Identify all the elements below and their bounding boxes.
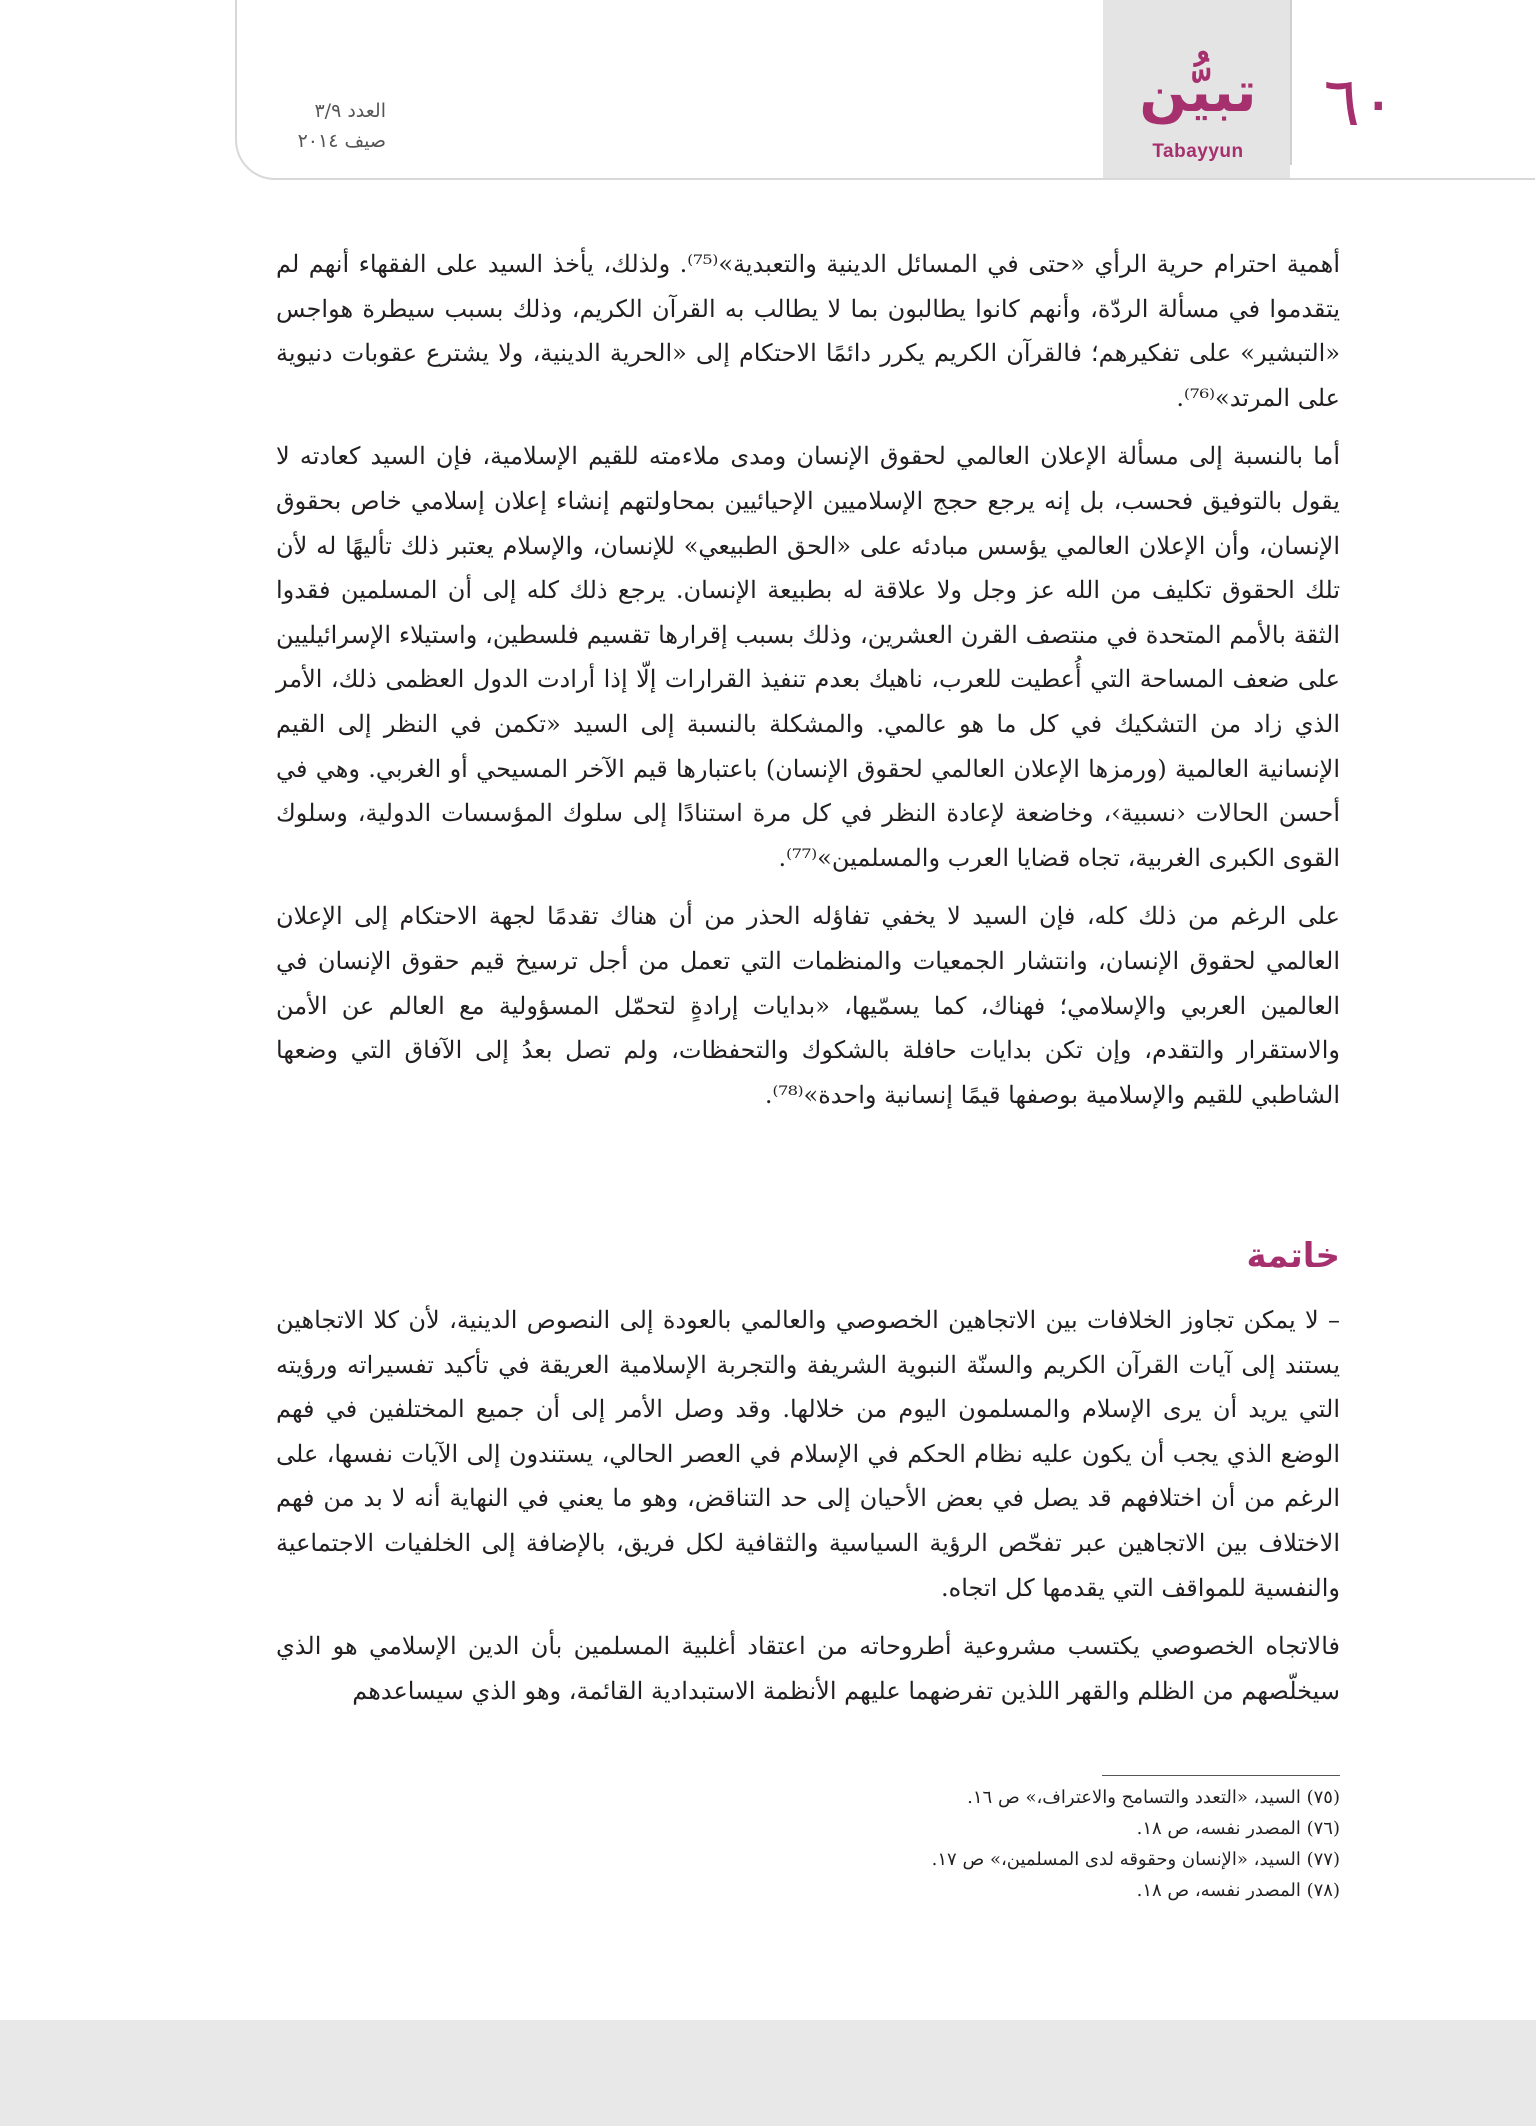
journal-logo-english: Tabayyun: [1152, 141, 1244, 162]
paragraph: أما بالنسبة إلى مسألة الإعلان العالمي لحقوق الإنسان ومدى ملاءمته للقيم الإسلامية، فإن السيد كعادته لا يقول بالتوفيق فحسب، بل إنه يرجع حجج الإسلاميين الإحيائيين بمحاولتهم إنشاء إعلان إسلامي خاص بحقوق الإنسان، وأن الإعلان العالمي يؤسس مبادئه على «الحق الطبيعي» للإنسان، والإسلام يعتبر ذلك تأليهًا له لأن تلك الحقوق تكليف من الله عز وجل ولا علاقة له بطبيعة الإنسان. يرجع ذلك كله إلى أن المسلمين فقدوا الثقة بالأمم المتحدة في منتصف القرن العشرين، وذلك بسبب إقرارها تقسيم فلسطين، واستيلاء الإسرائيليين على ضعف المساحة التي أُعطيت للعرب، ناهيك بعدم تنفيذ القرارات إلّا إذا أرادت الدول العظمى ذلك، الأمر الذي زاد من التشكيك في كل ما هو عالمي. والمشكلة بالنسبة إلى السيد «تكمن في النظر إلى القيم الإنسانية العالمية (ورمزها الإعلان العالمي لحقوق الإنسان) باعتبارها قيم الآخر المسيحي أو الغربي. وهي في أحسن الحالات ‹نسبية›، وخاضعة لإعادة النظر في كل مرة استنادًا إلى سلوك المؤسسات الدولية، وسلوك القوى الكبرى الغربية، تجاه قضايا العرب والمسلمين»⁽⁷⁷⁾.: [276, 442, 1341, 872]
footnotes: [700, 1782, 1340, 1906]
footnote: (٧٧) السيد، «الإنسان وحقوقه لدى المسلمين،» ص ١٧.: [931, 1849, 1340, 1870]
paragraph: فالاتجاه الخصوصي يكتسب مشروعية أطروحاته من اعتقاد أغلبية المسلمين بأن الدين الإسلامي هو الذي سيخلّصهم من الظلم والقهر اللذين تفرضهما عليهم الأنظمة الاستبدادية القائمة، وهو الذي سيساعدهم: [276, 1632, 1340, 1705]
page-footer-band: [0, 2020, 1536, 2126]
footnote: (٧٦) المصدر نفسه، ص ١٨.: [1136, 1818, 1340, 1839]
paragraph: على الرغم من ذلك كله، فإن السيد لا يخفي تفاؤله الحذر من أن هناك تقدمًا لجهة الاحتكام إلى الإعلان العالمي لحقوق الإنسان، وانتشار الجمعيات والمنظمات التي تعمل من أجل ترسيخ قيم حقوق الإنسان في العالمين العربي والإسلامي؛ فهناك، كما يسمّيها، «بدايات إرادةٍ لتحمّل المسؤولية مع العالم عن الأمن والاستقرار والتقدم، وإن تكن بدايات حافلة بالشكوك والتحفظات، ولم تصل بعدُ إلى الآفاق التي وضعها الشاطبي للقيم والإسلامية بوصفها قيمًا إنسانية واحدة»⁽⁷⁸⁾.: [276, 902, 1340, 1109]
issue-number: العدد ٣/٩: [314, 100, 386, 122]
header-divider: [1290, 0, 1292, 165]
article-body: [276, 242, 1340, 1131]
footnote-divider: [1102, 1775, 1340, 1776]
footnote: (٧٥) السيد، «التعدد والتسامح والاعتراف،» ص ١٦.: [967, 1787, 1340, 1808]
paragraph: – لا يمكن تجاوز الخلافات بين الاتجاهين الخصوصي والعالمي بالعودة إلى النصوص الدينية، لأن كلا الاتجاهين يستند إلى آيات القرآن الكريم والسنّة النبوية الشريفة والتجربة الإسلامية العريقة في تأكيد تفسيراته ورؤيته التي يريد أن يرى الإسلام والمسلمون اليوم من خلالها. وقد وصل الأمر إلى أن جميع المختلفين في فهم الوضع الذي يجب أن يكون عليه نظام الحكم في الإسلام في العصر الحالي، يستندون إلى الآيات نفسها، على الرغم من أن اختلافهم قد يصل في بعض الأحيان إلى حد التناقض، وهو ما يعني في النهاية أنه لا بد من فهم الاختلاف بين الاتجاهين عبر تفحّص الرؤية السياسية والثقافية لكل فريق، بالإضافة إلى الخلفيات الاجتماعية والنفسية للمواقف التي يقدمها كل اتجاه.: [276, 1306, 1340, 1602]
conclusion-body: [276, 1298, 1340, 1727]
issue-season: صيف ٢٠١٤: [297, 130, 386, 152]
paragraph: أهمية احترام حرية الرأي «حتى في المسائل الدينية والتعبدية»⁽⁷⁵⁾. ولذلك، يأخذ السيد على الفقهاء أنهم لم يتقدموا في مسألة الردّة، وأنهم كانوا يطالبون بما لا يطالب به القرآن الكريم، وذلك بسبب سيطرة هواجس «التبشير» على تفكيرهم؛ فالقرآن الكريم يكرر دائمًا الاحتكام إلى «الحرية الدينية، ولا يشترع عقوبات دنيوية على المرتد»⁽⁷⁶⁾.: [276, 250, 1341, 412]
section-heading: خاتمة: [1246, 1236, 1340, 1276]
page-number: ٦٠: [1323, 63, 1397, 142]
footnote: (٧٨) المصدر نفسه، ص ١٨.: [1136, 1880, 1340, 1901]
journal-logo-arabic: تبيُّن: [1139, 60, 1257, 125]
